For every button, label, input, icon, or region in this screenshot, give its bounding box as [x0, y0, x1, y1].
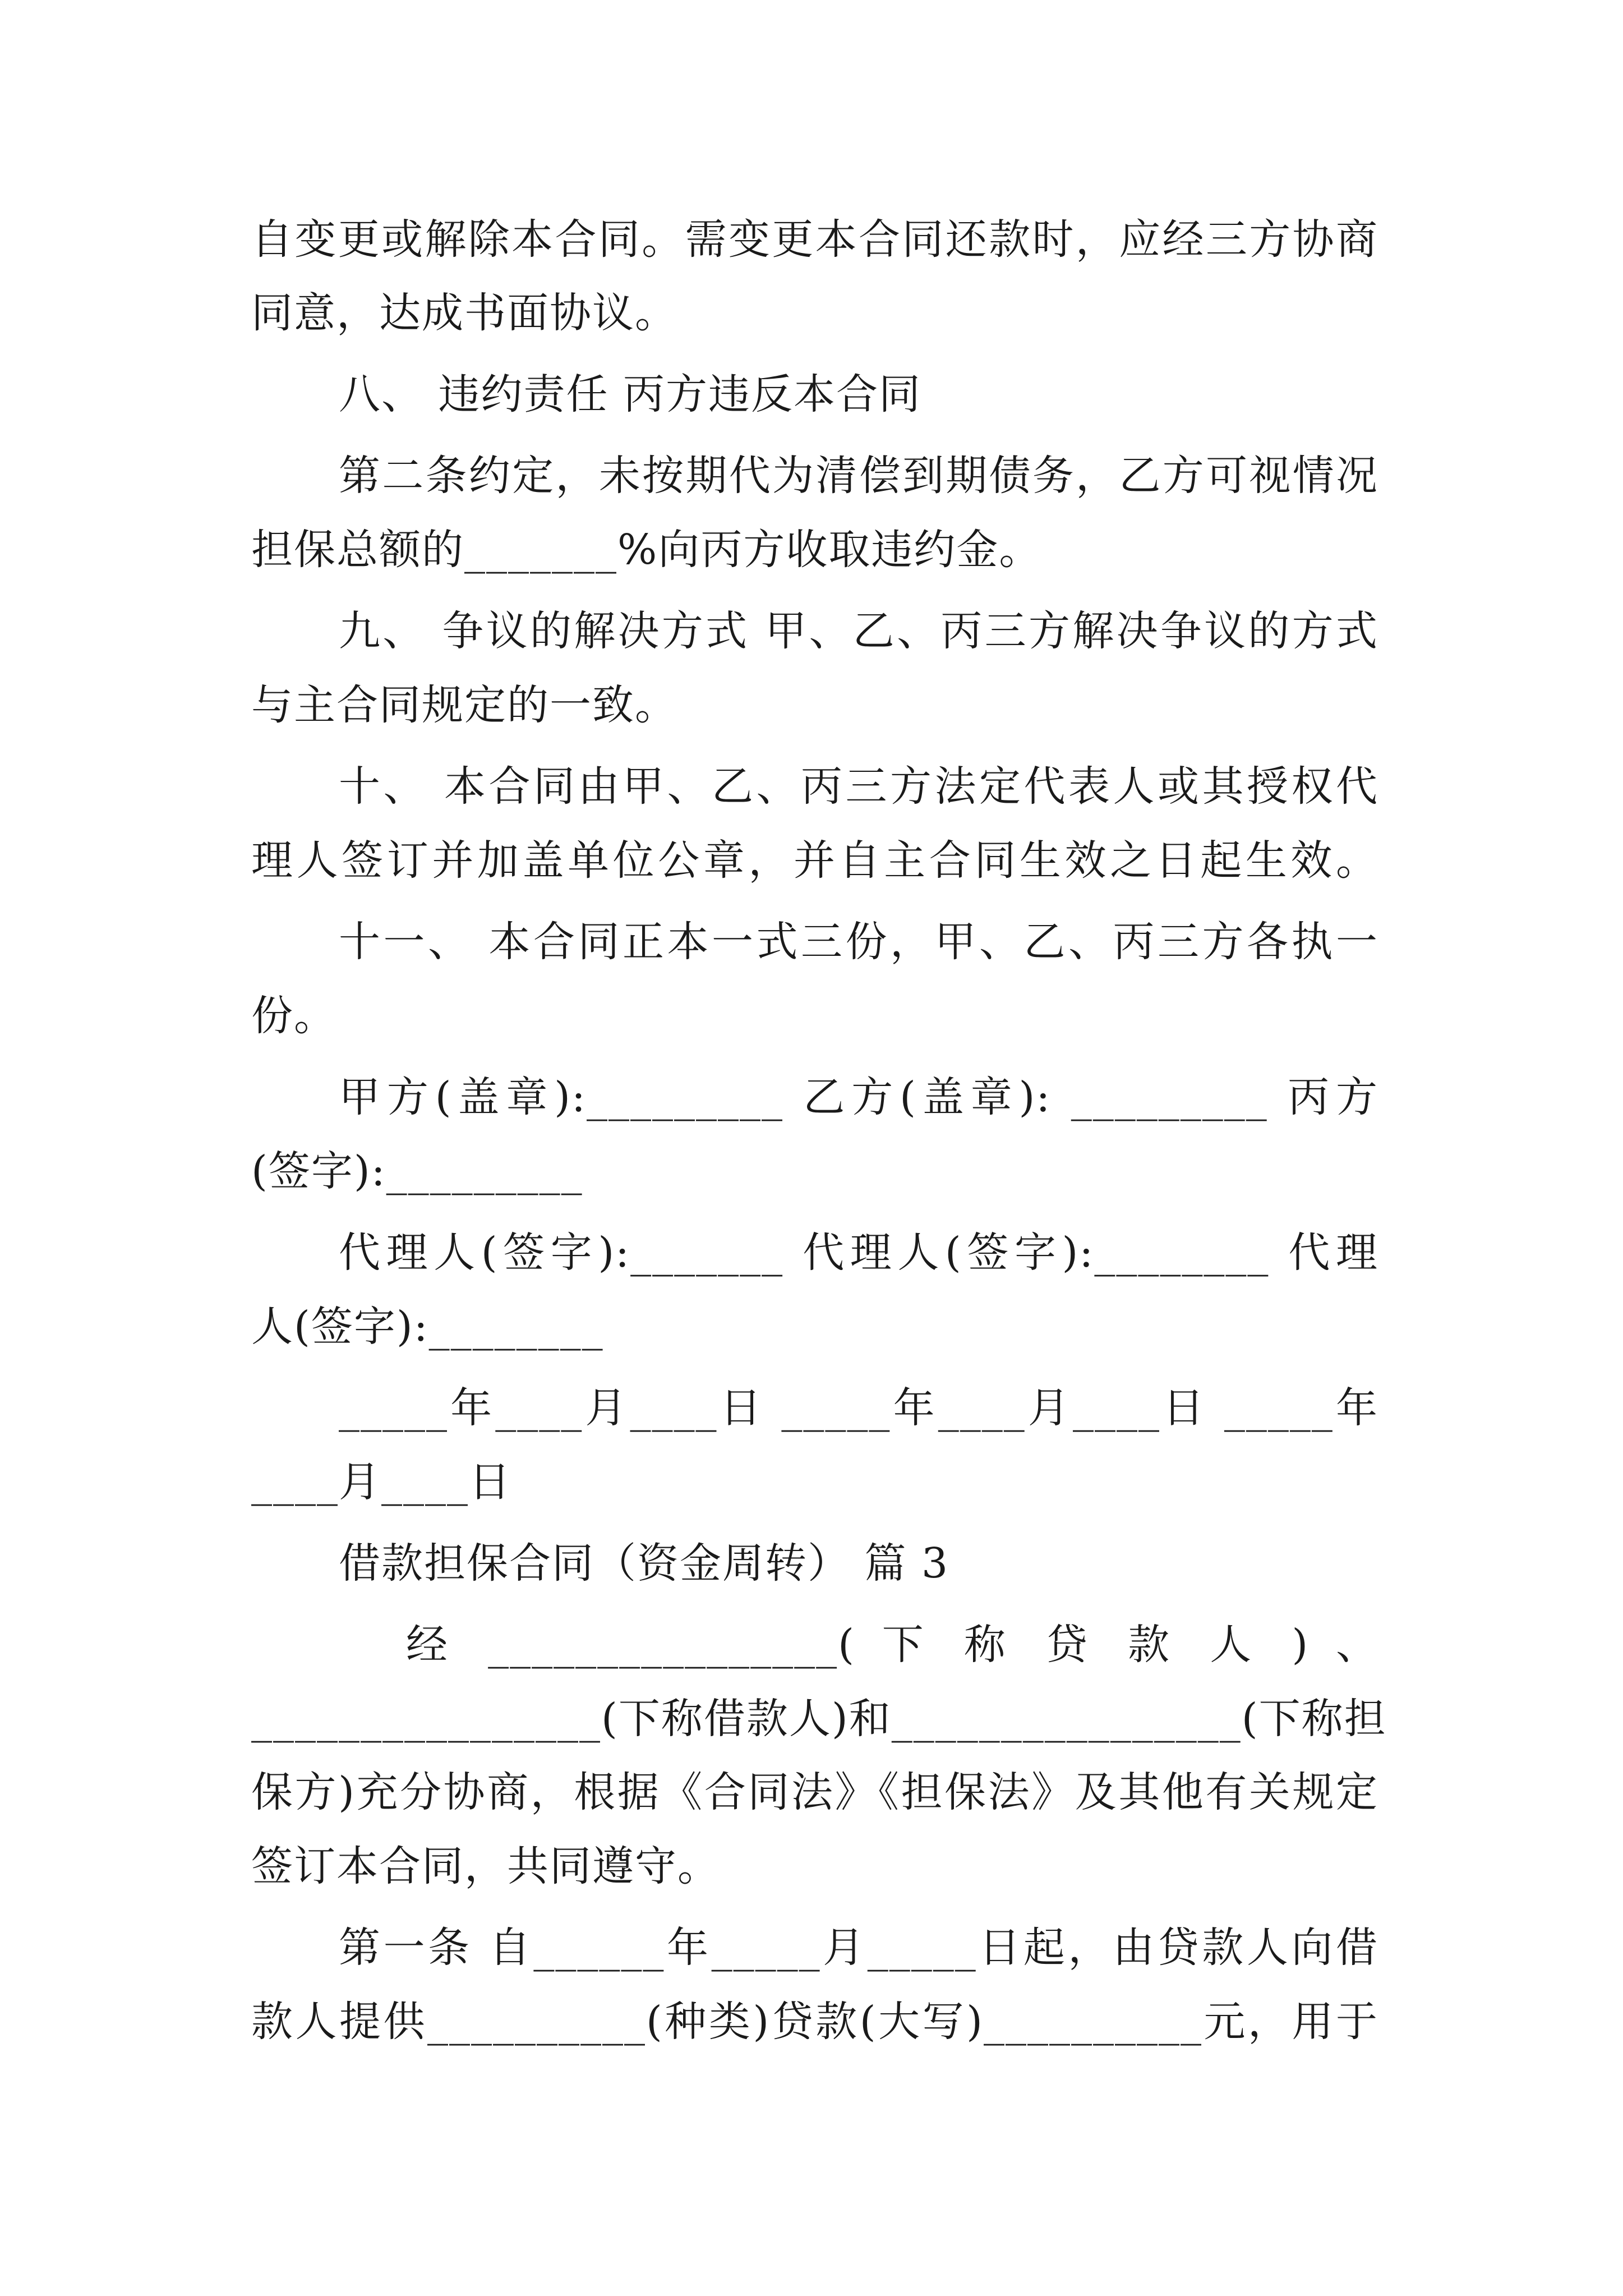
clause-1: 第一条 自______年_____月_____日起，由贷款人向借	[339, 1924, 1378, 1972]
text-line: 担保总额的_______%向丙方收取违约金。	[251, 526, 1042, 574]
section-heading-9: 九、 争议的解决方式 甲、乙、丙三方解决争议的方式	[339, 607, 1378, 655]
text-line: 款人提供__________(种类)贷款(大写)__________元，用于	[251, 1998, 1378, 2046]
text-line: 自变更或解除本合同。需变更本合同还款时，应经三方协商	[251, 215, 1378, 264]
section-heading-10: 十、 本合同由甲、乙、丙三方法定代表人或其授权代	[339, 762, 1378, 811]
text-line: 份。	[251, 992, 336, 1040]
text-line: 经 ________________( 下 称 贷 款 人 ) 、	[406, 1621, 1378, 1669]
text-line: 保方)充分协商，根据《合同法》《担保法》及其他有关规定	[251, 1768, 1378, 1816]
date-line: _____年____月____日 _____年____月____日 _____年	[339, 1384, 1378, 1432]
section-heading-11: 十一、 本合同正本一式三份，甲、乙、丙三方各执一	[339, 918, 1378, 966]
text-line: 理人签订并加盖单位公章，并自主合同生效之日起生效。	[251, 836, 1378, 885]
text-line: 与主合同规定的一致。	[251, 681, 677, 729]
section-heading-8: 八、 违约责任 丙方违反本合同	[339, 370, 922, 418]
text-line: 签订本合同，共同遵守。	[251, 1842, 720, 1890]
text-line: 同意，达成书面协议。	[251, 289, 677, 337]
signature-line-agent: 代理人(签字):_______ 代理人(签字):________ 代理	[339, 1228, 1378, 1277]
signature-line-seal: 甲方(盖章):_________ 乙方(盖章): _________ 丙方	[339, 1073, 1378, 1121]
article-title: 借款担保合同（资金周转） 篇 3	[339, 1539, 949, 1588]
text-line: 第二条约定，未按期代为清偿到期债务，乙方可视情况	[339, 452, 1378, 500]
text-line: ________________(下称借款人)和________________(下称担	[251, 1695, 1387, 1743]
date-line: ____月____日	[251, 1458, 511, 1506]
signature-line-seal: (签字):_________	[251, 1147, 583, 1195]
signature-line-agent: 人(签字):________	[251, 1303, 604, 1351]
